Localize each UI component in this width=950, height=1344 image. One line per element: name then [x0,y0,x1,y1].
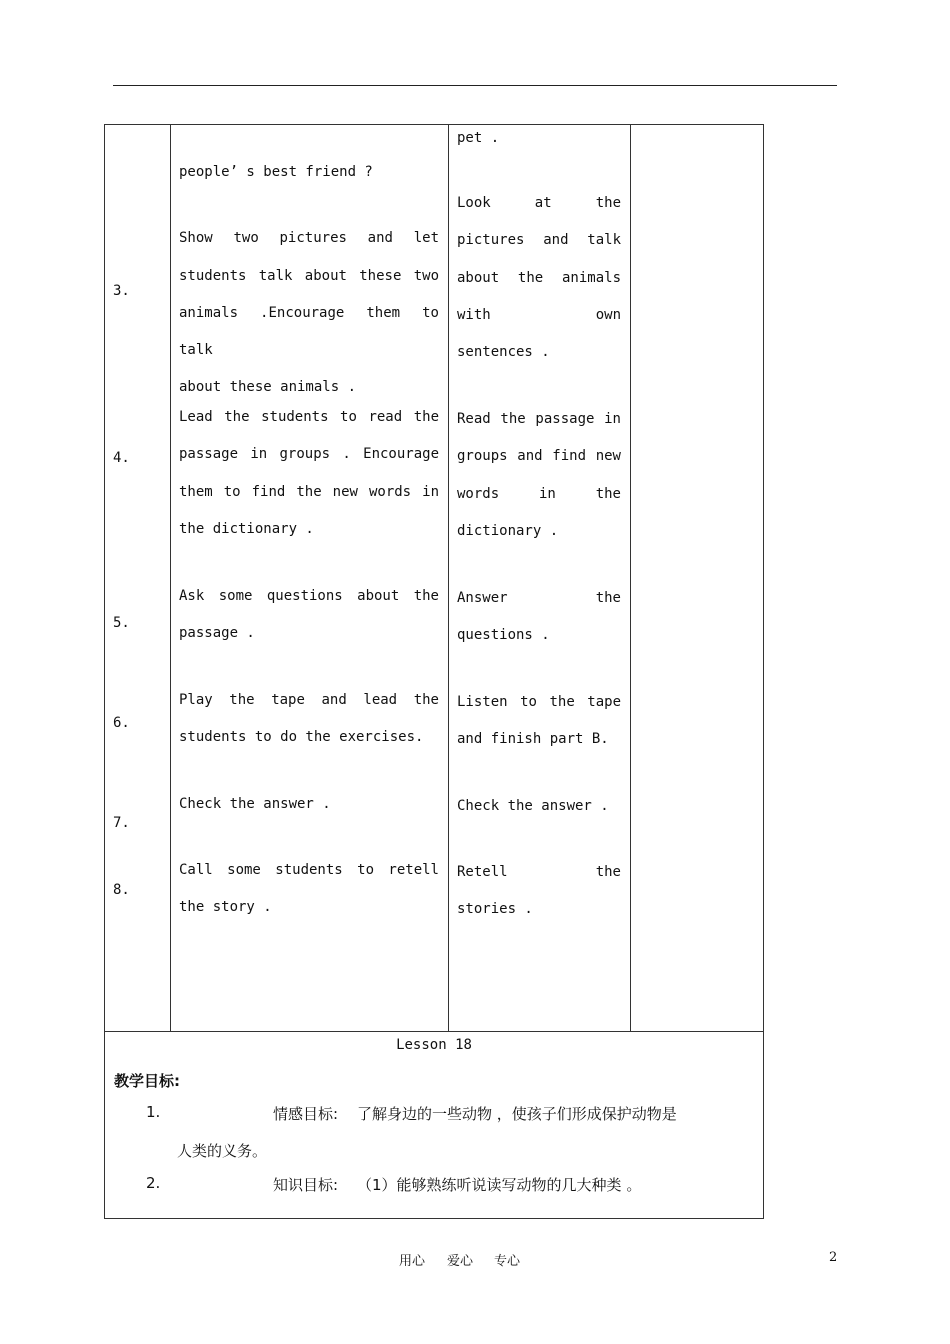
teacher-activity: Ask some questions about the passage . [179,588,439,642]
teacher-activity: people’ s best friend ? Show two pictures and let students talk about these two animals .Encourage them to talk about these animals . [179,164,439,396]
column-divider-1 [170,124,171,1032]
footer-slogan-3: 专心 [494,1254,521,1269]
objective-label: 知识目标: [273,1176,339,1194]
teacher-activity: Check the answer . [179,796,331,812]
student-activity: Look at the pictures and talk about the animals with own sentences . [457,195,621,361]
lesson-title: Lesson 18 [396,1037,472,1053]
page-number: 2 [829,1250,838,1265]
objective-number: 1. [146,1103,161,1121]
objective-text: （1）能够熟练听说读写动物的几大种类 。 [357,1176,642,1194]
teacher-activity: Lead the students to read the passage in groups . Encourage them to find the new words in the dictionary . [179,409,439,537]
student-activity: Read the passage in groups and find new words in the dictionary . [457,411,621,539]
student-activity: pet . [457,130,500,146]
objective-label: 情感目标: [273,1105,339,1123]
row-divider [104,1031,764,1032]
objective-text: 了解身边的一些动物 ，使孩子们形成保护动物是 [357,1105,677,1123]
student-activity: Check the answer . [457,798,609,814]
step-number: 5. [113,615,130,631]
objectives-heading: 教学目标: [114,1072,180,1090]
teacher-activity: Call some students to retell the story . [179,862,439,916]
column-divider-3 [630,124,631,1032]
footer-slogan-2: 爱心 [447,1254,474,1269]
column-divider-2 [448,124,449,1032]
step-number: 6. [113,715,130,731]
student-activity: Listen to the tape and finish part B. [457,694,621,748]
step-number: 4. [113,450,130,466]
footer-slogan-1: 用心 [399,1254,426,1269]
header-rule [113,85,837,86]
objective-number: 2. [146,1174,161,1192]
teacher-activity: Play the tape and lead the students to do the exercises. [179,692,439,746]
step-number: 3. [113,283,130,299]
student-activity: Retell the stories . [457,864,621,918]
step-number: 8. [113,882,130,898]
objective-text-continued: 人类的义务。 [177,1142,268,1160]
step-number: 7. [113,815,130,831]
student-activity: Answer the questions . [457,590,621,644]
